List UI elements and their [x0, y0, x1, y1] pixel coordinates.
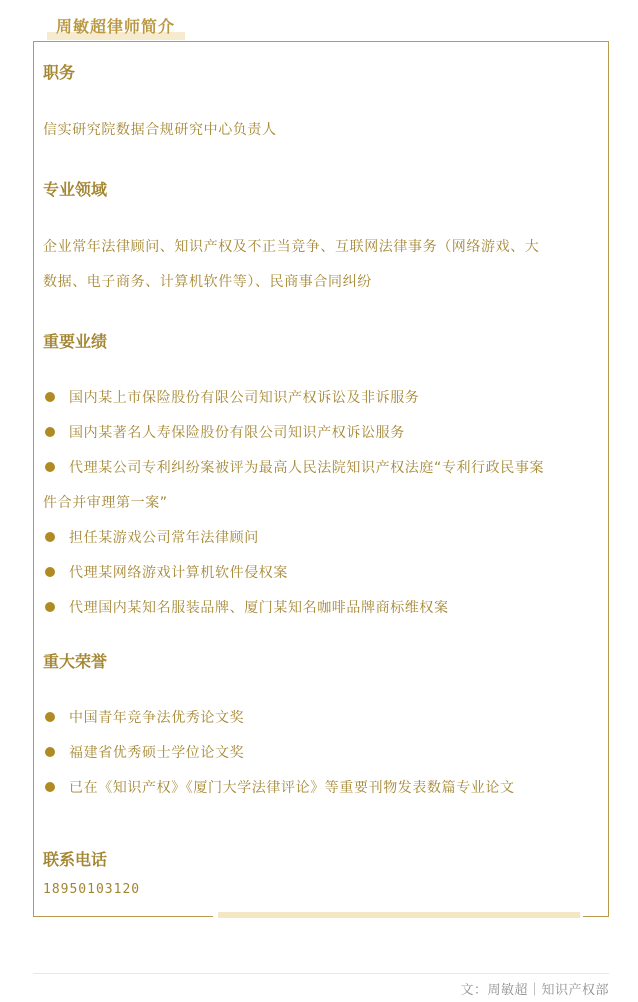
bullet-dot-icon [45, 602, 55, 612]
achievement-text: 国内某上市保险股份有限公司知识产权诉讼及非诉服务 [69, 390, 420, 406]
contact-heading: 联系电话 [43, 850, 108, 869]
bullet-dot-icon [45, 782, 55, 792]
achievement-item [45, 457, 544, 477]
achievement-item [45, 387, 419, 407]
achievement-item [45, 422, 405, 442]
position-text: 信实研究院数据合规研究中心负责人 [43, 122, 277, 138]
footer-divider [33, 973, 609, 974]
honor-text: 已在《知识产权》《厦门大学法律评论》等重要刊物发表数篇专业论文 [69, 780, 515, 796]
position-heading: 职务 [43, 63, 76, 82]
page-title: 周敏超律师简介 [56, 17, 176, 36]
achievement-text: 代理某公司专利纠纷案被评为最高人民法院知识产权法庭“专利行政民事案 [69, 460, 545, 476]
expertise-text-line-1: 企业常年法律顾问、知识产权及不正当竞争、互联网法律事务（网络游戏、大 [43, 239, 540, 255]
expertise-text-line-2: 数据、电子商务、计算机软件等）、民商事合同纠纷 [43, 274, 372, 290]
honor-text: 福建省优秀硕士学位论文奖 [69, 745, 245, 761]
achievement-item [45, 562, 288, 582]
decorative-bottom-bar [218, 912, 580, 918]
bullet-dot-icon [45, 532, 55, 542]
bullet-dot-icon [45, 392, 55, 402]
phone-number: 18950103120 [43, 882, 141, 897]
honors-heading: 重大荣誉 [43, 652, 108, 671]
honor-text: 中国青年竞争法优秀论文奖 [69, 710, 245, 726]
achievement-text: 代理国内某知名服装品牌、厦门某知名咖啡品牌商标维权案 [69, 600, 449, 616]
achievement-item [45, 527, 259, 547]
achievement-item [45, 597, 449, 617]
achievement-text: 担任某游戏公司常年法律顾问 [69, 530, 259, 546]
bullet-dot-icon [45, 567, 55, 577]
achievement-text: 国内某著名人寿保险股份有限公司知识产权诉讼服务 [69, 425, 405, 441]
bullet-dot-icon [45, 462, 55, 472]
bullet-dot-icon [45, 712, 55, 722]
expertise-heading: 专业领域 [43, 180, 108, 199]
honor-item [45, 777, 515, 797]
honor-item [45, 742, 244, 762]
achievement-text-continuation: 件合并审理第一案” [43, 495, 168, 511]
achievement-text: 代理某网络游戏计算机软件侵权案 [69, 565, 288, 581]
title-tab [47, 12, 185, 40]
honor-item [45, 707, 244, 727]
bullet-dot-icon [45, 427, 55, 437]
author-credit: 文：周敏超｜知识产权部 [460, 983, 609, 998]
achievements-heading: 重要业绩 [43, 332, 108, 351]
bullet-dot-icon [45, 747, 55, 757]
